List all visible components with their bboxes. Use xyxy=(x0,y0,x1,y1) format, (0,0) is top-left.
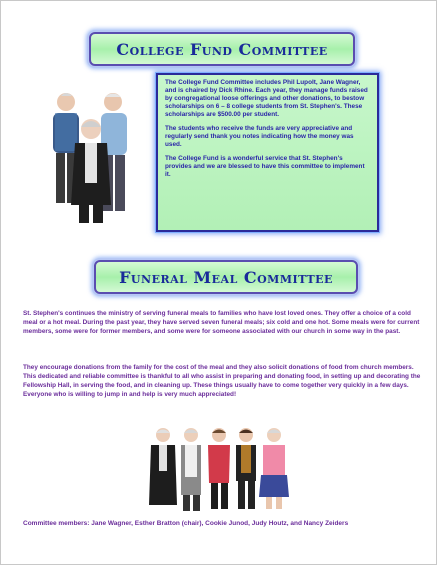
college-paragraph-1: The College Fund Committee includes Phil Lupolt, Jane Wagner, and is chaired by Dick Rhine. Each year, they manage funds raised by congregational loose offerings and other donations, to bestow scholarships on 6 – 8 college students from St. Stephen's. These scholarships are $500.00 per student. xyxy=(165,79,368,118)
funeral-paragraph-2: They encourage donations from the family for the cost of the meal and they also solicit donations of food from church members. This dedicated and reliable committee is thankful to all who assist in preparing and donating food, in setting up and decorating the Fellowship Hall, in serving the food, and in cleaning up. These things usually have to come together very quickly in a few days. Everyone who is willing to jump in and help is very much appreciated! xyxy=(23,364,421,398)
committee-members: Committee members: Jane Wagner, Esther Bratton (chair), Cookie Junod, Judy Houtz, and Nancy Zeiders xyxy=(23,520,349,527)
funeral-paragraph-1: St. Stephen's continues the ministry of serving funeral meals to families who have lost loved ones. They offer a choice of a cold meal or a hot meal. During the past year, they have served seven funeral meals; six cold and one hot. Some meals were for current members, some were for former members, and some were for someone associated with our church in some way in the past. xyxy=(23,310,420,335)
college-paragraph-3: The College Fund is a wonderful service that St. Stephen's provides and we are blessed to have this committee to implement it. xyxy=(165,155,365,178)
college-fund-title: College Fund Committee xyxy=(89,32,355,66)
college-fund-description xyxy=(156,73,379,232)
funeral-committee-photo xyxy=(143,425,297,515)
funeral-meal-title: Funeral Meal Committee xyxy=(94,260,358,294)
college-fund-photo xyxy=(31,87,151,227)
college-paragraph-2: The students who receive the funds are very appreciative and regularly send thank you notes indicating how the money was used. xyxy=(165,125,354,148)
